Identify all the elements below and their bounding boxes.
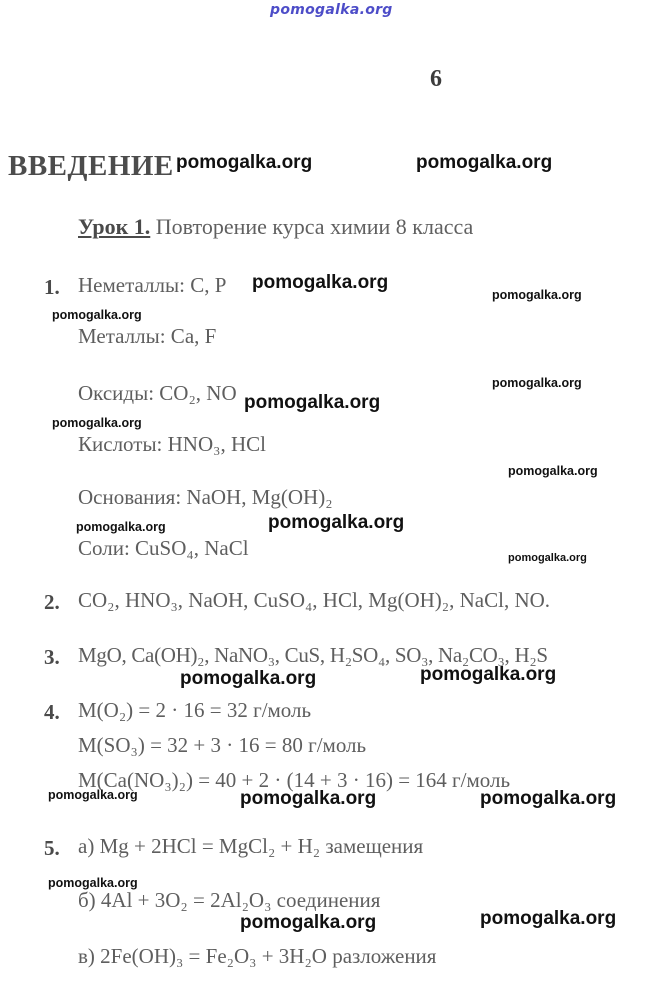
answer-line: CO₂, HNO₃, NaOH, CuSO₄, HCl, Mg(OH)₂, NaCl, NO.: [78, 588, 551, 612]
answer-line: Оксиды: CO₂, NO: [78, 381, 237, 405]
watermark-text: pomogalka.org: [176, 152, 313, 173]
answer-line: а) Mg + 2HCl = MgCl₂ + H₂ замещения: [78, 834, 424, 858]
answer-line: Неметаллы: C, P: [78, 273, 227, 297]
lesson-title-text: Повторение курса химии 8 класса: [150, 214, 474, 239]
watermark-text: pomogalka.org: [52, 308, 142, 322]
site-url-link[interactable]: pomogalka.org: [270, 2, 393, 18]
item-number: 1.: [44, 275, 60, 299]
answer-line: в) 2Fe(OH)₃ = Fe₂O₃ + 3H₂O разложения: [78, 944, 437, 968]
watermark-text: pomogalka.org: [180, 668, 317, 689]
answer-line: Металлы: Ca, F: [78, 324, 217, 348]
watermark-text: pomogalka.org: [268, 512, 405, 533]
section-title: ВВЕДЕНИЕ: [8, 150, 174, 182]
lesson-label: Урок 1.: [78, 214, 151, 239]
watermark-text: pomogalka.org: [480, 908, 617, 929]
watermark-text: pomogalka.org: [52, 416, 142, 430]
watermark-text: pomogalka.org: [508, 464, 598, 478]
watermark-text: pomogalka.org: [416, 152, 553, 173]
page-number: 6: [430, 66, 442, 92]
answer-line: б) 4Al + 3O₂ = 2Al₂O₃ соединения: [78, 888, 381, 912]
watermark-text: pomogalka.org: [252, 272, 389, 293]
watermark-text: pomogalka.org: [240, 788, 377, 809]
watermark-text: pomogalka.org: [244, 392, 381, 413]
answer-line: Кислоты: HNO₃, HCl: [78, 432, 266, 456]
lesson-title: [78, 214, 473, 240]
watermark-text: pomogalka.org: [48, 788, 138, 802]
answer-line: Основания: NaOH, Mg(OH)₂: [78, 485, 333, 509]
item-number: 2.: [44, 590, 60, 614]
item-number: 3.: [44, 645, 60, 669]
watermark-text: pomogalka.org: [420, 664, 557, 685]
watermark-text: pomogalka.org: [48, 876, 138, 890]
watermark-text: pomogalka.org: [240, 912, 377, 933]
watermark-text: pomogalka.org: [492, 376, 582, 390]
answer-line: MgO, Ca(OH)₂, NaNO₃, CuS, H₂SO₄, SO₃, Na₂CO₃, H₂S: [78, 643, 548, 667]
answer-line: Соли: CuSO₄, NaCl: [78, 536, 249, 560]
watermark-text: pomogalka.org: [508, 552, 587, 564]
item-number: 5.: [44, 836, 60, 860]
answer-line: M(O₂) = 2 · 16 = 32 г/моль: [78, 698, 312, 722]
item-number: 4.: [44, 700, 60, 724]
watermark-text: pomogalka.org: [492, 288, 582, 302]
watermark-text: pomogalka.org: [76, 520, 166, 534]
watermark-text: pomogalka.org: [480, 788, 617, 809]
answer-line: M(Ca(NO₃)₂) = 40 + 2 · (14 + 3 · 16) = 164 г/моль: [78, 768, 511, 792]
answer-line: M(SO₃) = 32 + 3 · 16 = 80 г/моль: [78, 733, 367, 757]
